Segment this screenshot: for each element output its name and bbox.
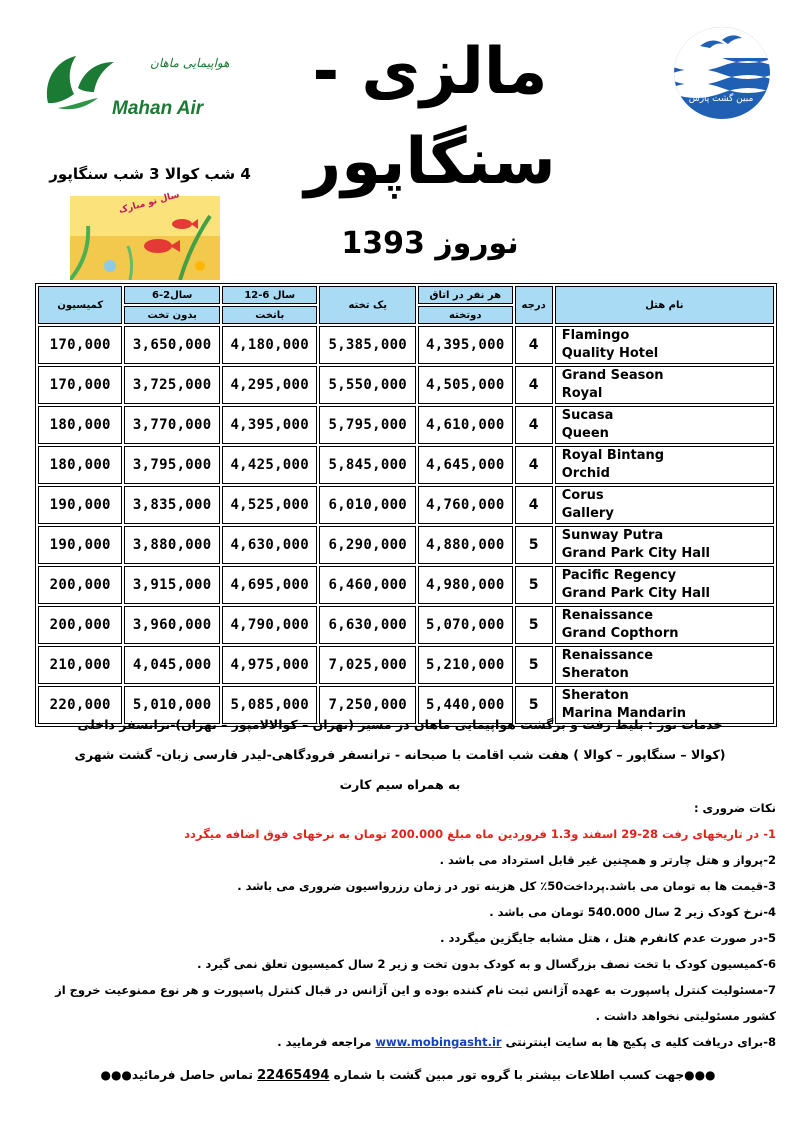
- hotel-singapore: Grand Park City Hall: [561, 586, 710, 601]
- commission-cell: 190,000: [38, 486, 122, 524]
- hotel-cell: [555, 366, 774, 404]
- child-bed-cell: 4,425,000: [222, 446, 318, 484]
- commission-cell: 200,000: [38, 606, 122, 644]
- note-8-text: 8-برای دریافت کلیه ی پکیج ها به سایت اینترنتی: [505, 1035, 776, 1049]
- child-nobed-cell: 3,770,000: [124, 406, 220, 444]
- airline-name-fa: هواپیمایی ماهان: [150, 56, 230, 70]
- child-bed-cell: 4,790,000: [222, 606, 318, 644]
- hotel-kuala: Sheraton: [561, 688, 629, 703]
- page-title: مالزی - سنگاپور: [304, 35, 556, 199]
- hotel-cell: [555, 446, 774, 484]
- double-cell: 5,210,000: [418, 646, 513, 684]
- header-child-6-12: سال 6-12: [222, 286, 318, 304]
- child-bed-cell: 5,085,000: [222, 686, 318, 724]
- child-bed-cell: 4,180,000: [222, 326, 318, 364]
- agency-logo: [670, 18, 774, 124]
- header-per-person: هر نفر در اتاق: [418, 286, 513, 304]
- double-cell: 4,880,000: [418, 526, 513, 564]
- hotel-singapore: Quality Hotel: [561, 346, 659, 361]
- double-cell: 4,610,000: [418, 406, 513, 444]
- mahan-air-logo: [38, 48, 230, 128]
- double-cell: 4,760,000: [418, 486, 513, 524]
- child-nobed-cell: 3,960,000: [124, 606, 220, 644]
- single-cell: 5,795,000: [319, 406, 416, 444]
- single-cell: 7,025,000: [319, 646, 416, 684]
- services-line-3: به همراه سیم کارت: [339, 777, 461, 792]
- note-7: 7-مسئولیت کنترل پاسپورت به عهده آژانس ثبت نام کننده بوده و این آژانس در قبال کنترل پاسپورت و هر نوع ممنوعیت خروج از کشور مسئولیتی نخواهد داشت .: [55, 983, 776, 1023]
- grade-cell: 5: [515, 606, 553, 644]
- services-line-1: خدمات تور : بلیط رفت و برگشت هواپیمایی ماهان در مسیر (تهران – کوالالامپور – تهران)-ترانسفر داخلی: [77, 717, 723, 732]
- child-nobed-cell: 4,045,000: [124, 646, 220, 684]
- airline-name-en: Mahan Air: [112, 98, 204, 119]
- hotel-cell: [555, 526, 774, 564]
- hotel-cell: [555, 646, 774, 684]
- header-grade: درجه: [515, 286, 553, 324]
- single-cell: 6,290,000: [319, 526, 416, 564]
- commission-cell: 210,000: [38, 646, 122, 684]
- contact-line: [40, 1068, 776, 1083]
- double-cell: 4,505,000: [418, 366, 513, 404]
- hotel-cell: [555, 326, 774, 364]
- hotel-singapore: Royal: [561, 386, 603, 401]
- hotel-cell: [555, 606, 774, 644]
- child-nobed-cell: 3,880,000: [124, 526, 220, 564]
- hotel-singapore: Marina Mandarin: [561, 706, 687, 721]
- child-nobed-cell: 5,010,000: [124, 686, 220, 724]
- table-row: [38, 606, 774, 644]
- commission-cell: 180,000: [38, 406, 122, 444]
- child-nobed-cell: 3,835,000: [124, 486, 220, 524]
- grade-cell: 4: [515, 446, 553, 484]
- hotel-kuala: Sunway Putra: [561, 528, 664, 543]
- note-3: 3-قیمت ها به تومان می باشد.پرداخت50٪ کل هزینه تور در زمان رزرواسیون ضروری می باشد .: [237, 879, 776, 893]
- hotel-singapore: Queen: [561, 426, 609, 441]
- hotel-singapore: Gallery: [561, 506, 614, 521]
- note-4: 4-نرخ کودک زیر 2 سال 540.000 تومان می باشد .: [489, 905, 776, 919]
- double-cell: 4,645,000: [418, 446, 513, 484]
- hotel-singapore: Sheraton: [561, 666, 629, 681]
- single-cell: 5,550,000: [319, 366, 416, 404]
- table-row: [38, 486, 774, 524]
- child-bed-cell: 4,295,000: [222, 366, 318, 404]
- commission-cell: 190,000: [38, 526, 122, 564]
- header-per-person-sub: دوتخته: [418, 306, 513, 324]
- note-8: [40, 1029, 776, 1055]
- hotel-kuala: Flamingo: [561, 328, 630, 343]
- mahan-bird-icon: [38, 48, 118, 118]
- note-6: 6-کمیسیون کودک با تخت نصف بزرگسال و به کودک بدون تخت و زیر 2 سال کمیسیون تعلق نمی گیرد .: [197, 957, 776, 971]
- note-1: 1- در تاریخهای رفت 28-29 اسفند و1.3 فروردین ماه مبلغ 200.000 تومان به نرخهای فوق اضافه میگردد: [184, 827, 776, 841]
- website-link[interactable]: www.mobingasht.ir: [375, 1035, 502, 1049]
- notes-title: نکات ضروری :: [693, 801, 776, 815]
- services-line-2: (کوالا – سنگاپور – کوالا ) هفت شب اقامت با صبحانه - ترانسفر فرودگاهی-لیدر فارسی زبان- گشت شهری: [74, 747, 726, 762]
- wave-globe-icon: [670, 18, 774, 124]
- header-child-2-6: سال2-6: [124, 286, 220, 304]
- header-child-6-12-sub: باتخت: [222, 306, 318, 324]
- important-notes: [40, 795, 776, 1055]
- single-cell: 6,010,000: [319, 486, 416, 524]
- table-row: [38, 366, 774, 404]
- phone-number[interactable]: 22465494: [257, 1068, 330, 1083]
- commission-cell: 200,000: [38, 566, 122, 604]
- child-nobed-cell: 3,915,000: [124, 566, 220, 604]
- contact-suffix: تماس حاصل فرمائید●●●: [100, 1068, 253, 1082]
- child-bed-cell: 4,695,000: [222, 566, 318, 604]
- commission-cell: 170,000: [38, 326, 122, 364]
- table-row: [38, 406, 774, 444]
- illustration-badge: سال نو مبارک: [117, 190, 181, 216]
- header-single: یک تخته: [319, 286, 416, 324]
- hotel-kuala: Renaissance: [561, 608, 654, 623]
- commission-cell: 180,000: [38, 446, 122, 484]
- child-nobed-cell: 3,650,000: [124, 326, 220, 364]
- note-8-suffix: مراجعه فرمایید .: [277, 1035, 372, 1049]
- table-row: [38, 526, 774, 564]
- hotel-cell: [555, 406, 774, 444]
- hotel-kuala: Renaissance: [561, 648, 654, 663]
- child-nobed-cell: 3,725,000: [124, 366, 220, 404]
- hotel-kuala: Sucasa: [561, 408, 614, 423]
- single-cell: 6,460,000: [319, 566, 416, 604]
- single-cell: 5,845,000: [319, 446, 416, 484]
- contact-text: ●●●جهت کسب اطلاعات بیشتر با گروه تور مبین گشت با شماره: [333, 1068, 716, 1082]
- child-bed-cell: 4,975,000: [222, 646, 318, 684]
- price-table: [35, 283, 777, 727]
- table-row: [38, 566, 774, 604]
- table-row: [38, 446, 774, 484]
- double-cell: 5,440,000: [418, 686, 513, 724]
- commission-cell: 220,000: [38, 686, 122, 724]
- hotel-kuala: Grand Season: [561, 368, 664, 383]
- table-row: [38, 326, 774, 364]
- header-hotel: نام هتل: [555, 286, 774, 324]
- agency-logo-text: مبین گشت پارس: [688, 94, 754, 104]
- hotel-kuala: Pacific Regency: [561, 568, 677, 583]
- tour-services: [30, 710, 770, 800]
- season-heading: نوروز 1393: [341, 226, 519, 261]
- grade-cell: 5: [515, 646, 553, 684]
- note-5: 5-در صورت عدم کانفرم هتل ، هتل مشابه جایگزین میگردد .: [440, 931, 776, 945]
- double-cell: 4,980,000: [418, 566, 513, 604]
- hotel-cell: [555, 566, 774, 604]
- header-child-2-6-sub: بدون تخت: [124, 306, 220, 324]
- grade-cell: 4: [515, 366, 553, 404]
- single-cell: 6,630,000: [319, 606, 416, 644]
- double-cell: 5,070,000: [418, 606, 513, 644]
- double-cell: 4,395,000: [418, 326, 513, 364]
- tour-nights: 4 شب کوالا 3 شب سنگاپور: [49, 165, 251, 183]
- hotel-kuala: Corus: [561, 488, 604, 503]
- single-cell: 7,250,000: [319, 686, 416, 724]
- single-cell: 5,385,000: [319, 326, 416, 364]
- commission-cell: 170,000: [38, 366, 122, 404]
- note-2: 2-پرواز و هتل چارتر و همچنین غیر قابل استرداد می باشد .: [439, 853, 776, 867]
- hotel-singapore: Grand Park City Hall: [561, 546, 710, 561]
- child-bed-cell: 4,525,000: [222, 486, 318, 524]
- hotel-singapore: Orchid: [561, 466, 610, 481]
- child-bed-cell: 4,395,000: [222, 406, 318, 444]
- grade-cell: 5: [515, 526, 553, 564]
- grade-cell: 4: [515, 406, 553, 444]
- child-bed-cell: 4,630,000: [222, 526, 318, 564]
- hotel-cell: [555, 486, 774, 524]
- grade-cell: 5: [515, 686, 553, 724]
- header-commission: کمیسیون: [38, 286, 122, 324]
- child-nobed-cell: 3,795,000: [124, 446, 220, 484]
- table-row: [38, 646, 774, 684]
- grade-cell: 5: [515, 566, 553, 604]
- grade-cell: 4: [515, 326, 553, 364]
- hotel-singapore: Grand Copthorn: [561, 626, 679, 641]
- grade-cell: 4: [515, 486, 553, 524]
- hotel-kuala: Royal Bintang: [561, 448, 665, 463]
